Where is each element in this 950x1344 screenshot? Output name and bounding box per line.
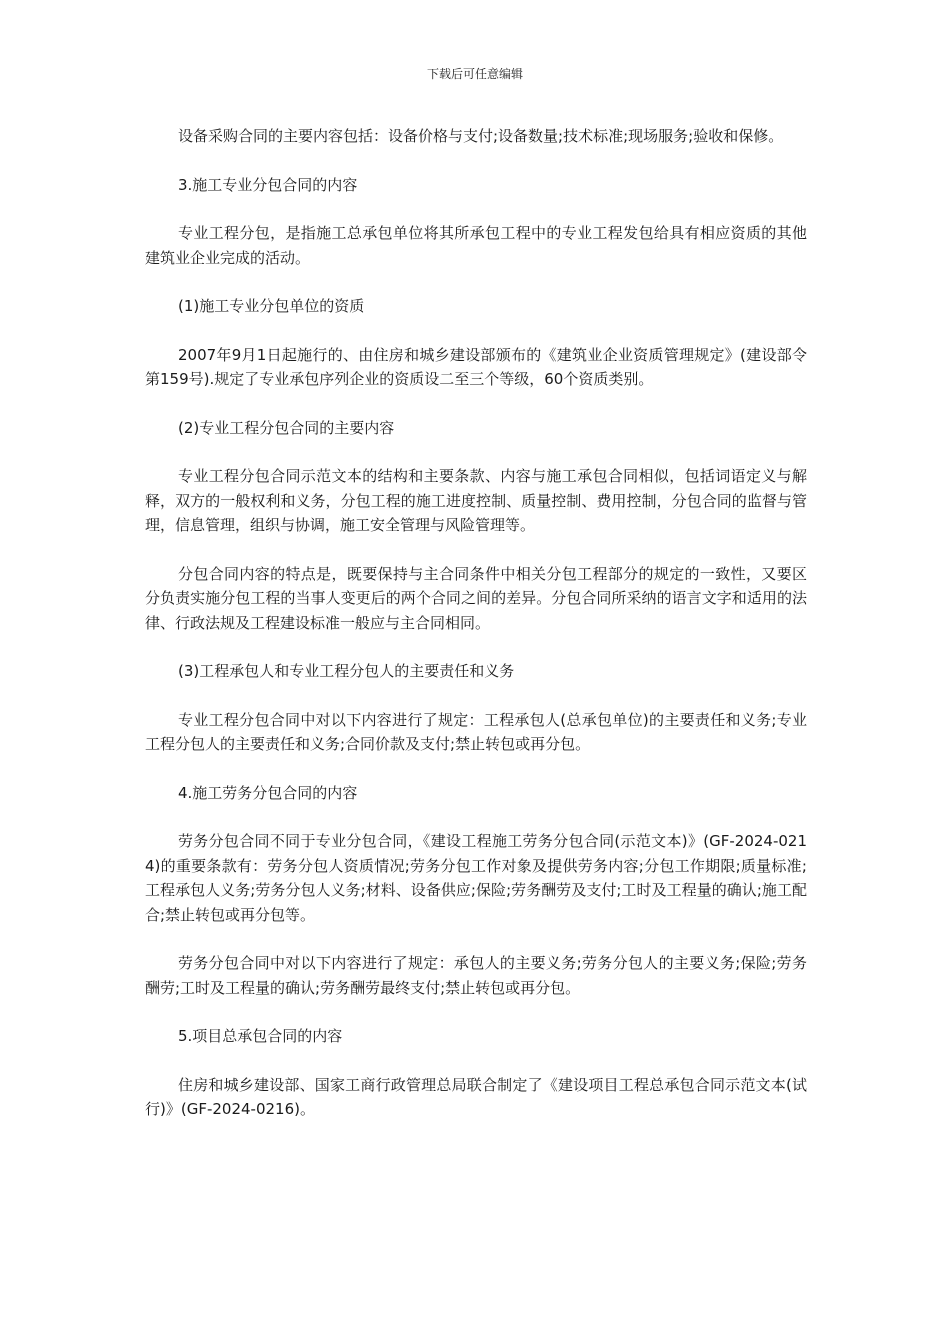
section-heading-3: 3.施工专业分包合同的内容	[178, 175, 358, 194]
paragraph-qualification-rules: 2007年9月1日起施行的、由住房和城乡建设部颁布的《建筑业企业资质管理规定》(建设部令第159号).规定了专业承包序列企业的资质设二至三个等级，60个资质类别。	[145, 345, 807, 388]
paragraph-responsibilities: 专业工程分包合同中对以下内容进行了规定：工程承包人(总承包单位)的主要责任和义务;专业工程分包人的主要责任和义务;合同价款及支付;禁止转包或再分包。	[145, 710, 807, 753]
subsection-heading-3: (3)工程承包人和专业工程分包人的主要责任和义务	[178, 662, 515, 680]
document-body	[145, 124, 807, 1146]
subsection-heading-2: (2)专业工程分包合同的主要内容	[178, 418, 395, 437]
section-heading-4: 4.施工劳务分包合同的内容	[178, 783, 358, 802]
paragraph-specialty-subcontract-definition: 专业工程分包，是指施工总承包单位将其所承包工程中的专业工程发包给具有相应资质的其他建筑业企业完成的活动。	[145, 224, 807, 267]
paragraph-subcontract-main-content: 专业工程分包合同示范文本的结构和主要条款、内容与施工承包合同相似，包括词语定义与解释，双方的一般权利和义务，分包工程的施工进度控制、质量控制、费用控制，分包合同的监督与管理，信息管理，组织与协调，施工安全管理与风险管理等。	[145, 467, 807, 534]
paragraph-equipment-contract: 设备采购合同的主要内容包括：设备价格与支付;设备数量;技术标准;现场服务;验收和保修。	[178, 127, 784, 145]
paragraph-labor-subcontract-terms: 劳务分包合同不同于专业分包合同，《建设工程施工劳务分包合同(示范文本)》(GF-2024-0214)的重要条款有：劳务分包人资质情况;劳务分包工作对象及提供劳务内容;分包工作期限;质量标准;工程承包人义务;劳务分包人义务;材料、设备供应;保险;劳务酬劳及支付;工时及工程量的确认;施工配合;禁止转包或再分包等。	[145, 832, 807, 924]
paragraph-general-contract: 住房和城乡建设部、国家工商行政管理总局联合制定了《建设项目工程总承包合同示范文本(试行)》(GF-2024-0216)。	[145, 1075, 807, 1118]
section-heading-5: 5.项目总承包合同的内容	[178, 1027, 343, 1045]
page-header-note: 下载后可任意编辑	[426, 67, 523, 81]
paragraph-subcontract-characteristics: 分包合同内容的特点是，既要保持与主合同条件中相关分包工程部分的规定的一致性，又要区分负责实施分包工程的当事人变更后的两个合同之间的差异。分包合同所采纳的语言文字和适用的法律、行政法规及工程建设标准一般应与主合同相同。	[145, 564, 807, 632]
paragraph-labor-subcontract-provisions: 劳务分包合同中对以下内容进行了规定：承包人的主要义务;劳务分包人的主要义务;保险;劳务酬劳;工时及工程量的确认;劳务酬劳最终支付;禁止转包或再分包。	[145, 954, 807, 997]
subsection-heading-1: (1)施工专业分包单位的资质	[178, 297, 365, 315]
